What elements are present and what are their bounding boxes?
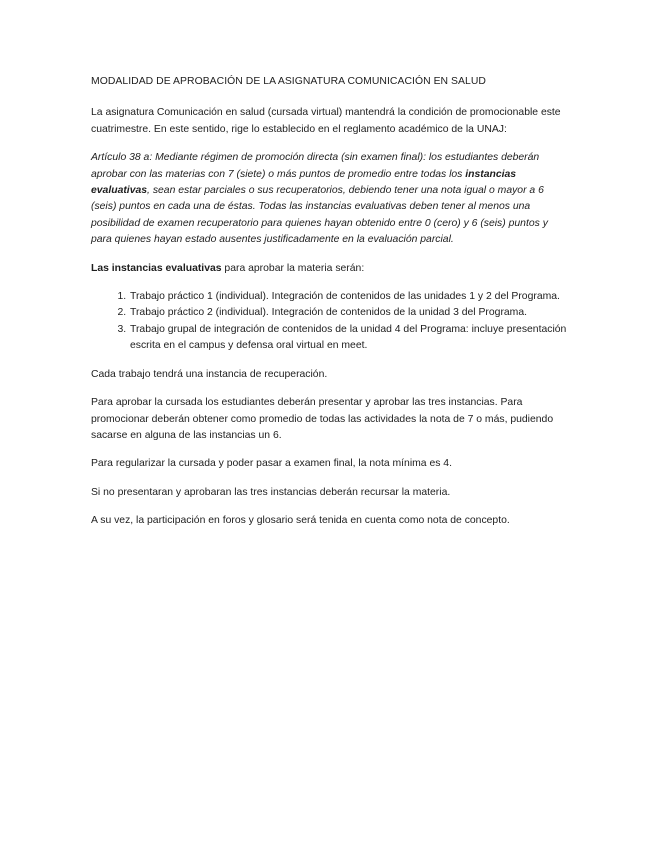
- article-paragraph: [91, 150, 571, 248]
- intro-paragraph: La asignatura Comunicación en salud (cursada virtual) mantendrá la condición de promocionable este cuatrimestre. En este sentido, rige lo establecido en el reglamento académico de la UNAJ:: [91, 107, 561, 135]
- document-page: [91, 74, 571, 542]
- article-text-1: Artículo 38 a: Mediante régimen de promoción directa (sin examen final): los estudiantes deberán aprobar con las materias con 7 (siete) o más puntos de promedio entre todas los: [91, 152, 540, 180]
- list-item: 1. Trabajo práctico 1 (individual). Integración de contenidos de las unidades 1 y 2 del Programa.: [129, 289, 571, 305]
- participation-paragraph: A su vez, la participación en foros y glosario será tenida en cuenta como nota de concepto.: [91, 515, 510, 527]
- article-bold-text: instancias evaluativas: [91, 168, 517, 197]
- approve-paragraph: Para aprobar la cursada los estudiantes deberán presentar y aprobar las tres instancias. Para promocionar deberán obtener como promedio de todas las actividades la nota de 7 o más, pudiendo sacarse en alguna de las instancias un 6.: [91, 397, 554, 441]
- article-text-2: , sean estar parciales o sus recuperatorios, debiendo tener una nota igual o mayor a 6 (seis) puntos en cada una de éstas. Todas las instancias evaluativas deben tener al menos una posibilidad de examen recuperatorio para quienes hayan obtenido entre 0 (cero) y 6 (seis) puntos y para quienes hayan estado ausentes justificadamente en la evaluación parcial.: [91, 185, 548, 246]
- document-title: MODALIDAD DE APROBACIÓN DE LA ASIGNATURA COMUNICACIÓN EN SALUD: [91, 76, 486, 87]
- not-present-paragraph: Si no presentaran y aprobaran las tres instancias deberán recursar la materia.: [91, 486, 451, 498]
- regularize-paragraph: Para regularizar la cursada y poder pasar a examen final, la nota mínima es 4.: [91, 458, 452, 470]
- recovery-paragraph: Cada trabajo tendrá una instancia de recuperación.: [91, 368, 328, 380]
- list-item: 2. Trabajo práctico 2 (individual). Integración de contenidos de la unidad 3 del Programa.: [129, 305, 571, 321]
- instances-intro-paragraph: [91, 261, 571, 277]
- instances-bold-text: Las instancias evaluativas: [91, 262, 222, 274]
- instances-list: [91, 289, 571, 355]
- instances-rest-text: para aprobar la materia serán:: [221, 262, 365, 274]
- list-item: 3. Trabajo grupal de integración de contenidos de la unidad 4 del Programa: incluye presentación escrita en el campus y defensa oral virtual en meet.: [129, 322, 571, 355]
